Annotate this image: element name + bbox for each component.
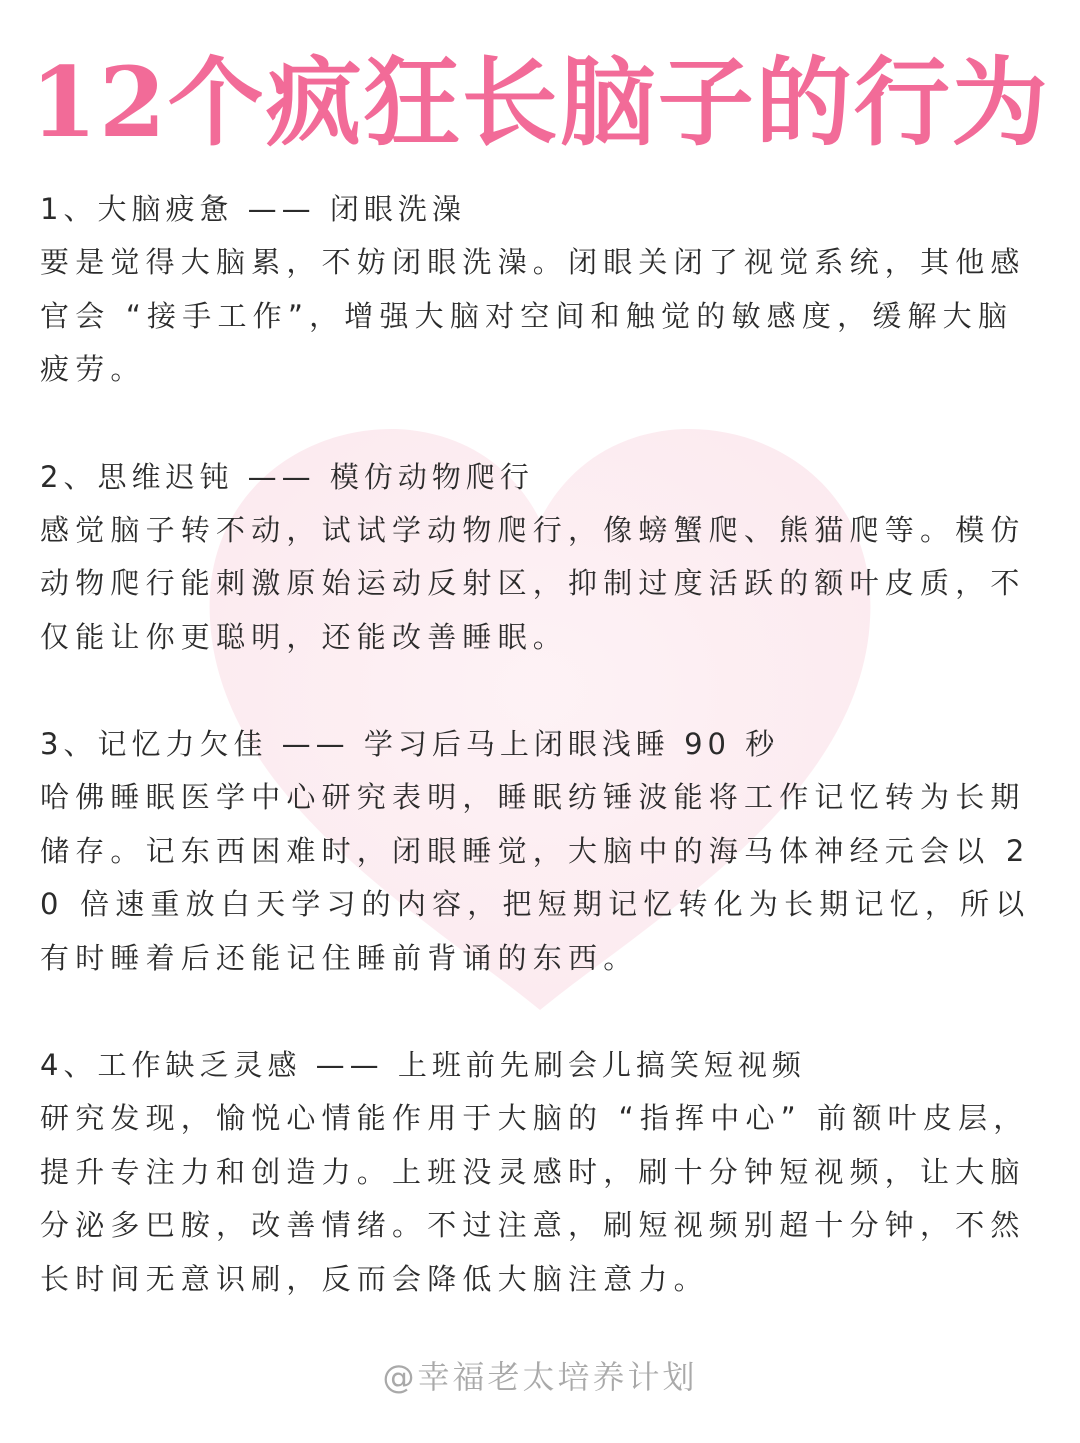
section-heading: 2、思维迟钝 —— 模仿动物爬行 (40, 459, 534, 494)
section-heading: 4、工作缺乏灵感 —— 上班前先刷会儿搞笑短视频 (40, 1048, 806, 1082)
section-body: 研究发现，愉悦心情能作用于大脑的 “指挥中心” 前额叶皮层，提升专注力和创造力。上班没灵感时，刷十分钟短视频，让大脑分泌多巴胺，改善情绪。不过注意，刷短视频别超十分钟，不然长时间无意识刷，反而会降低大脑注意力。 (40, 1101, 1029, 1296)
article-content (40, 183, 1040, 1360)
section-2 (40, 451, 1040, 665)
section-4 (40, 1039, 1040, 1306)
section-body: 哈佛睡眠医学中心研究表明，睡眠纺锤波能将工作记忆转为长期储存。记东西困难时，闭眼睡觉，大脑中的海马体神经元会以 20 倍速重放白天学习的内容，把短期记忆转化为长期记忆，所以有时睡着后还能记住睡前背诵的东西。 (40, 780, 1031, 975)
section-1 (40, 183, 1040, 397)
page-title: 12个疯狂长脑子的行为 (30, 46, 1050, 159)
section-heading: 3、记忆力欠佳 —— 学习后马上闭眼浅睡 90 秒 (40, 727, 780, 761)
section-body: 感觉脑子转不动，试试学动物爬行，像螃蟹爬、熊猫爬等。模仿动物爬行能刺激原始运动反射区，抑制过度活跃的额叶皮质，不仅能让你更聪明，还能改善睡眠。 (40, 512, 1026, 654)
section-3 (40, 718, 1040, 985)
section-body: 要是觉得大脑累，不妨闭眼洗澡。闭眼关闭了视觉系统，其他感官会 “接手工作”，增强大脑对空间和触觉的敏感度，缓解大脑疲劳。 (40, 245, 1026, 386)
section-heading: 1、大脑疲惫 —— 闭眼洗澡 (40, 192, 466, 226)
author-watermark: @幸福老太培养计划 (382, 1358, 698, 1396)
